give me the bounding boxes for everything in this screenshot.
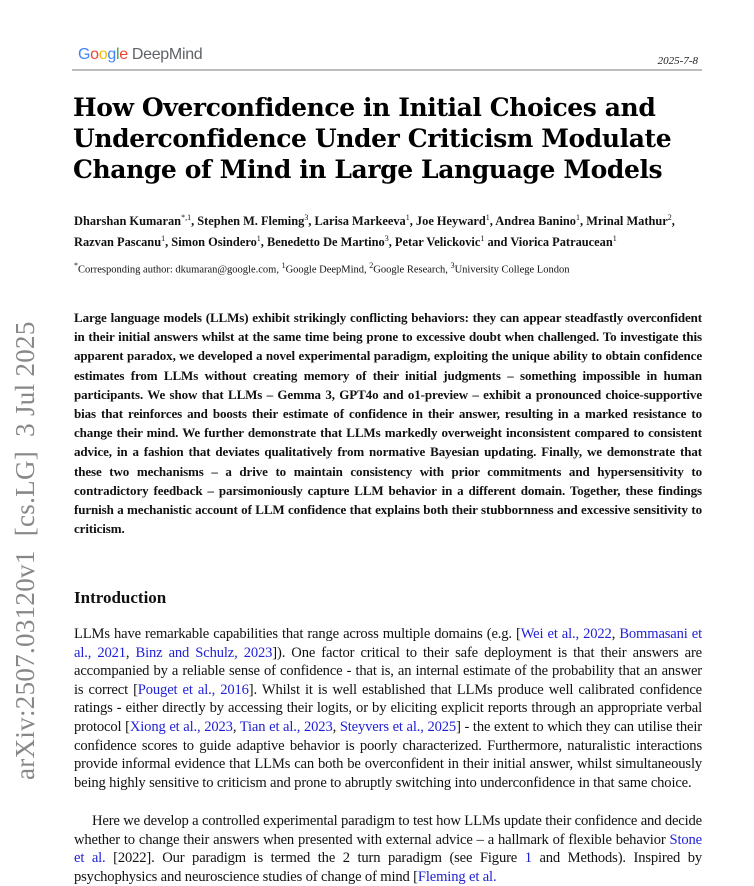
author: Viorica Patraucean: [510, 235, 613, 250]
section-heading-introduction: Introduction: [74, 588, 167, 607]
intro-paragraph-1: [74, 625, 702, 792]
body-text: ,: [611, 626, 620, 642]
author-affil-mark: 1: [575, 213, 580, 222]
citation-link[interactable]: Stone et al.: [74, 831, 702, 867]
author: Andrea Banino: [495, 214, 576, 229]
citation-link[interactable]: Pouget et al., 2016: [137, 681, 249, 698]
author: Joe Heyward: [415, 214, 486, 229]
author-affil-mark: 1: [405, 213, 410, 222]
author: Benedetto De Martino: [267, 235, 385, 250]
citation-link[interactable]: Fleming et al.: [417, 868, 497, 885]
citation-link[interactable]: Bommasani et al., 2021: [74, 626, 702, 661]
body-text: ,: [332, 718, 340, 735]
page-header: [76, 46, 702, 66]
logo-letter: g: [107, 46, 116, 63]
logo-deepmind-text: DeepMind: [131, 46, 203, 63]
author: Petar Velickovic: [394, 235, 481, 250]
author-affil-mark: 3: [304, 213, 309, 222]
arxiv-stamp: arXiv:2507.03120v1 [cs.LG] 3 Jul 2025: [10, 321, 40, 780]
author-affil-mark: 1: [485, 213, 490, 222]
author-affil-mark: 1: [161, 234, 166, 244]
figure-link[interactable]: 1: [524, 850, 532, 867]
logo-letter: l: [115, 46, 120, 63]
author-affil-mark: 1: [256, 234, 261, 244]
body-text: [2022]. Our paradigm is termed the 2 turn paradigm (see Figure: [105, 850, 525, 867]
affiliations: *Corresponding author: dkumaran@google.com, $^1$Google DeepMind, $^2$Google Research, $^3$University College London: [74, 261, 570, 276]
logo-letter: o: [90, 46, 99, 63]
author: Razvan Pascanu: [74, 235, 162, 250]
affiliation: Google Research,: [373, 264, 451, 276]
body-text: ,: [125, 644, 136, 661]
header-rule: [72, 69, 702, 71]
paper-title: How Overconfidence in Initial Choices and Underconfidence Under Criticism Modulate Change of Mind in Large Language Models: [73, 93, 672, 184]
paper-date: 2025-7-8: [657, 55, 698, 67]
author-affil-mark: *,1: [181, 213, 192, 222]
citation-link[interactable]: Binz and Schulz, 2023: [135, 644, 273, 661]
body-text: Here we develop a controlled experimental paradigm to test how LLMs update their confidence and decide whether to change their answers when presented with external advice – a hallmark of flexible behavior: [74, 813, 702, 848]
author: Simon Osindero: [171, 235, 257, 250]
author-affil-mark: 3: [384, 234, 389, 244]
author-affil-mark: 1: [612, 234, 617, 244]
author: Larisa Markeeva: [314, 214, 406, 229]
body-text: ] - the extent to which they can utilise their confidence scores to guide adaptive behavior is poorly characterized. Furthermore, naturalistic interactions provide informal evidence that LLMs can both be overconfident in their initial answer, whilst simultaneously being highly sensitive to criticism and prone to abruptly switching into underconfidence in that same choice.: [74, 718, 702, 791]
author: Stephen M. Fleming: [197, 214, 305, 229]
affiliation: University College London: [454, 264, 570, 276]
citation-link[interactable]: Xiong et al., 2023: [129, 718, 233, 735]
logo-letter: G: [78, 46, 91, 63]
body-text: and Methods). Inspired by psychophysics and neuroscience studies of change of mind [: [74, 850, 702, 885]
author-affil-mark: 2: [667, 213, 672, 222]
author: Mrinal Mathur: [586, 214, 668, 229]
citation-link[interactable]: Tian et al., 2023: [239, 718, 333, 735]
author: Dharshan Kumaran: [74, 214, 182, 229]
author-list: Dharshan Kumaran$^{*,1}$, Stephen M. Fleming$^3$, Larisa Markeeva$^1$, Joe Heyward$^1$, Andrea Banino$^1$, Mrinal Mathur$^2$, Razvan Pascanu$^1$, Simon Osindero$^1$, Benedetto De Martino$^3$, Petar Velickovic$^1$ and Viorica Patraucean$^1$: [74, 213, 675, 250]
author-affil-mark: 1: [480, 234, 485, 244]
corresponding-author: Corresponding author: dkumaran@google.com,: [78, 264, 282, 276]
citation-link[interactable]: Wei et al., 2022: [520, 626, 612, 642]
body-text: ,: [232, 718, 240, 735]
logo-letter: o: [98, 46, 108, 63]
body-text: ]). One factor critical to their safe deployment is that their answers are accompanied by a reliable sense of confidence - that is, an internal estimate of the probability that an answer is correct [: [74, 644, 702, 698]
body-text: ]. Whilst it is well established that LLMs produce well calibrated confidence ratings - either directly by accessing their logits, or by eliciting explicit reports through an appropriate verbal protocol [: [74, 681, 702, 735]
logo-letter: e: [119, 46, 128, 63]
affiliation: Google DeepMind,: [285, 264, 370, 276]
abstract: Large language models (LLMs) exhibit strikingly conflicting behaviors: they can appear steadfastly overconfident in their initial answers whilst at the same time being prone to excessive doubt when challenged. To investigate this apparent paradox, we developed a novel experimental paradigm, exploiting the unique ability to obtain confidence estimates from LLMs without creating memory of their initial judgments – something impossible in human participants. We show that LLMs – Gemma 3, GPT4o and o1-preview – exhibit a pronounced choice-supportive bias that reinforces and boosts their estimate of confidence in their answer, resulting in a marked resistance to change their mind. We further demonstrate that LLMs markedly overweight inconsistent compared to consistent advice, in a fashion that deviates qualitatively from normative Bayesian updating. Finally, we demonstrate that these two mechanisms – a drive to maintain consistency with prior commitments and hypersensitivity to contradictory feedback – parsimoniously capture LLM behavior in a different domain. Together, these findings furnish a mechanistic account of LLM confidence that explains both their stubbornness and excessive sensitivity to criticism.: [74, 310, 702, 537]
body-text: LLMs have remarkable capabilities that range across multiple domains (e.g. [: [74, 626, 521, 642]
google-deepmind-logo: [78, 46, 202, 64]
citation-link[interactable]: Steyvers et al., 2025: [339, 718, 457, 735]
